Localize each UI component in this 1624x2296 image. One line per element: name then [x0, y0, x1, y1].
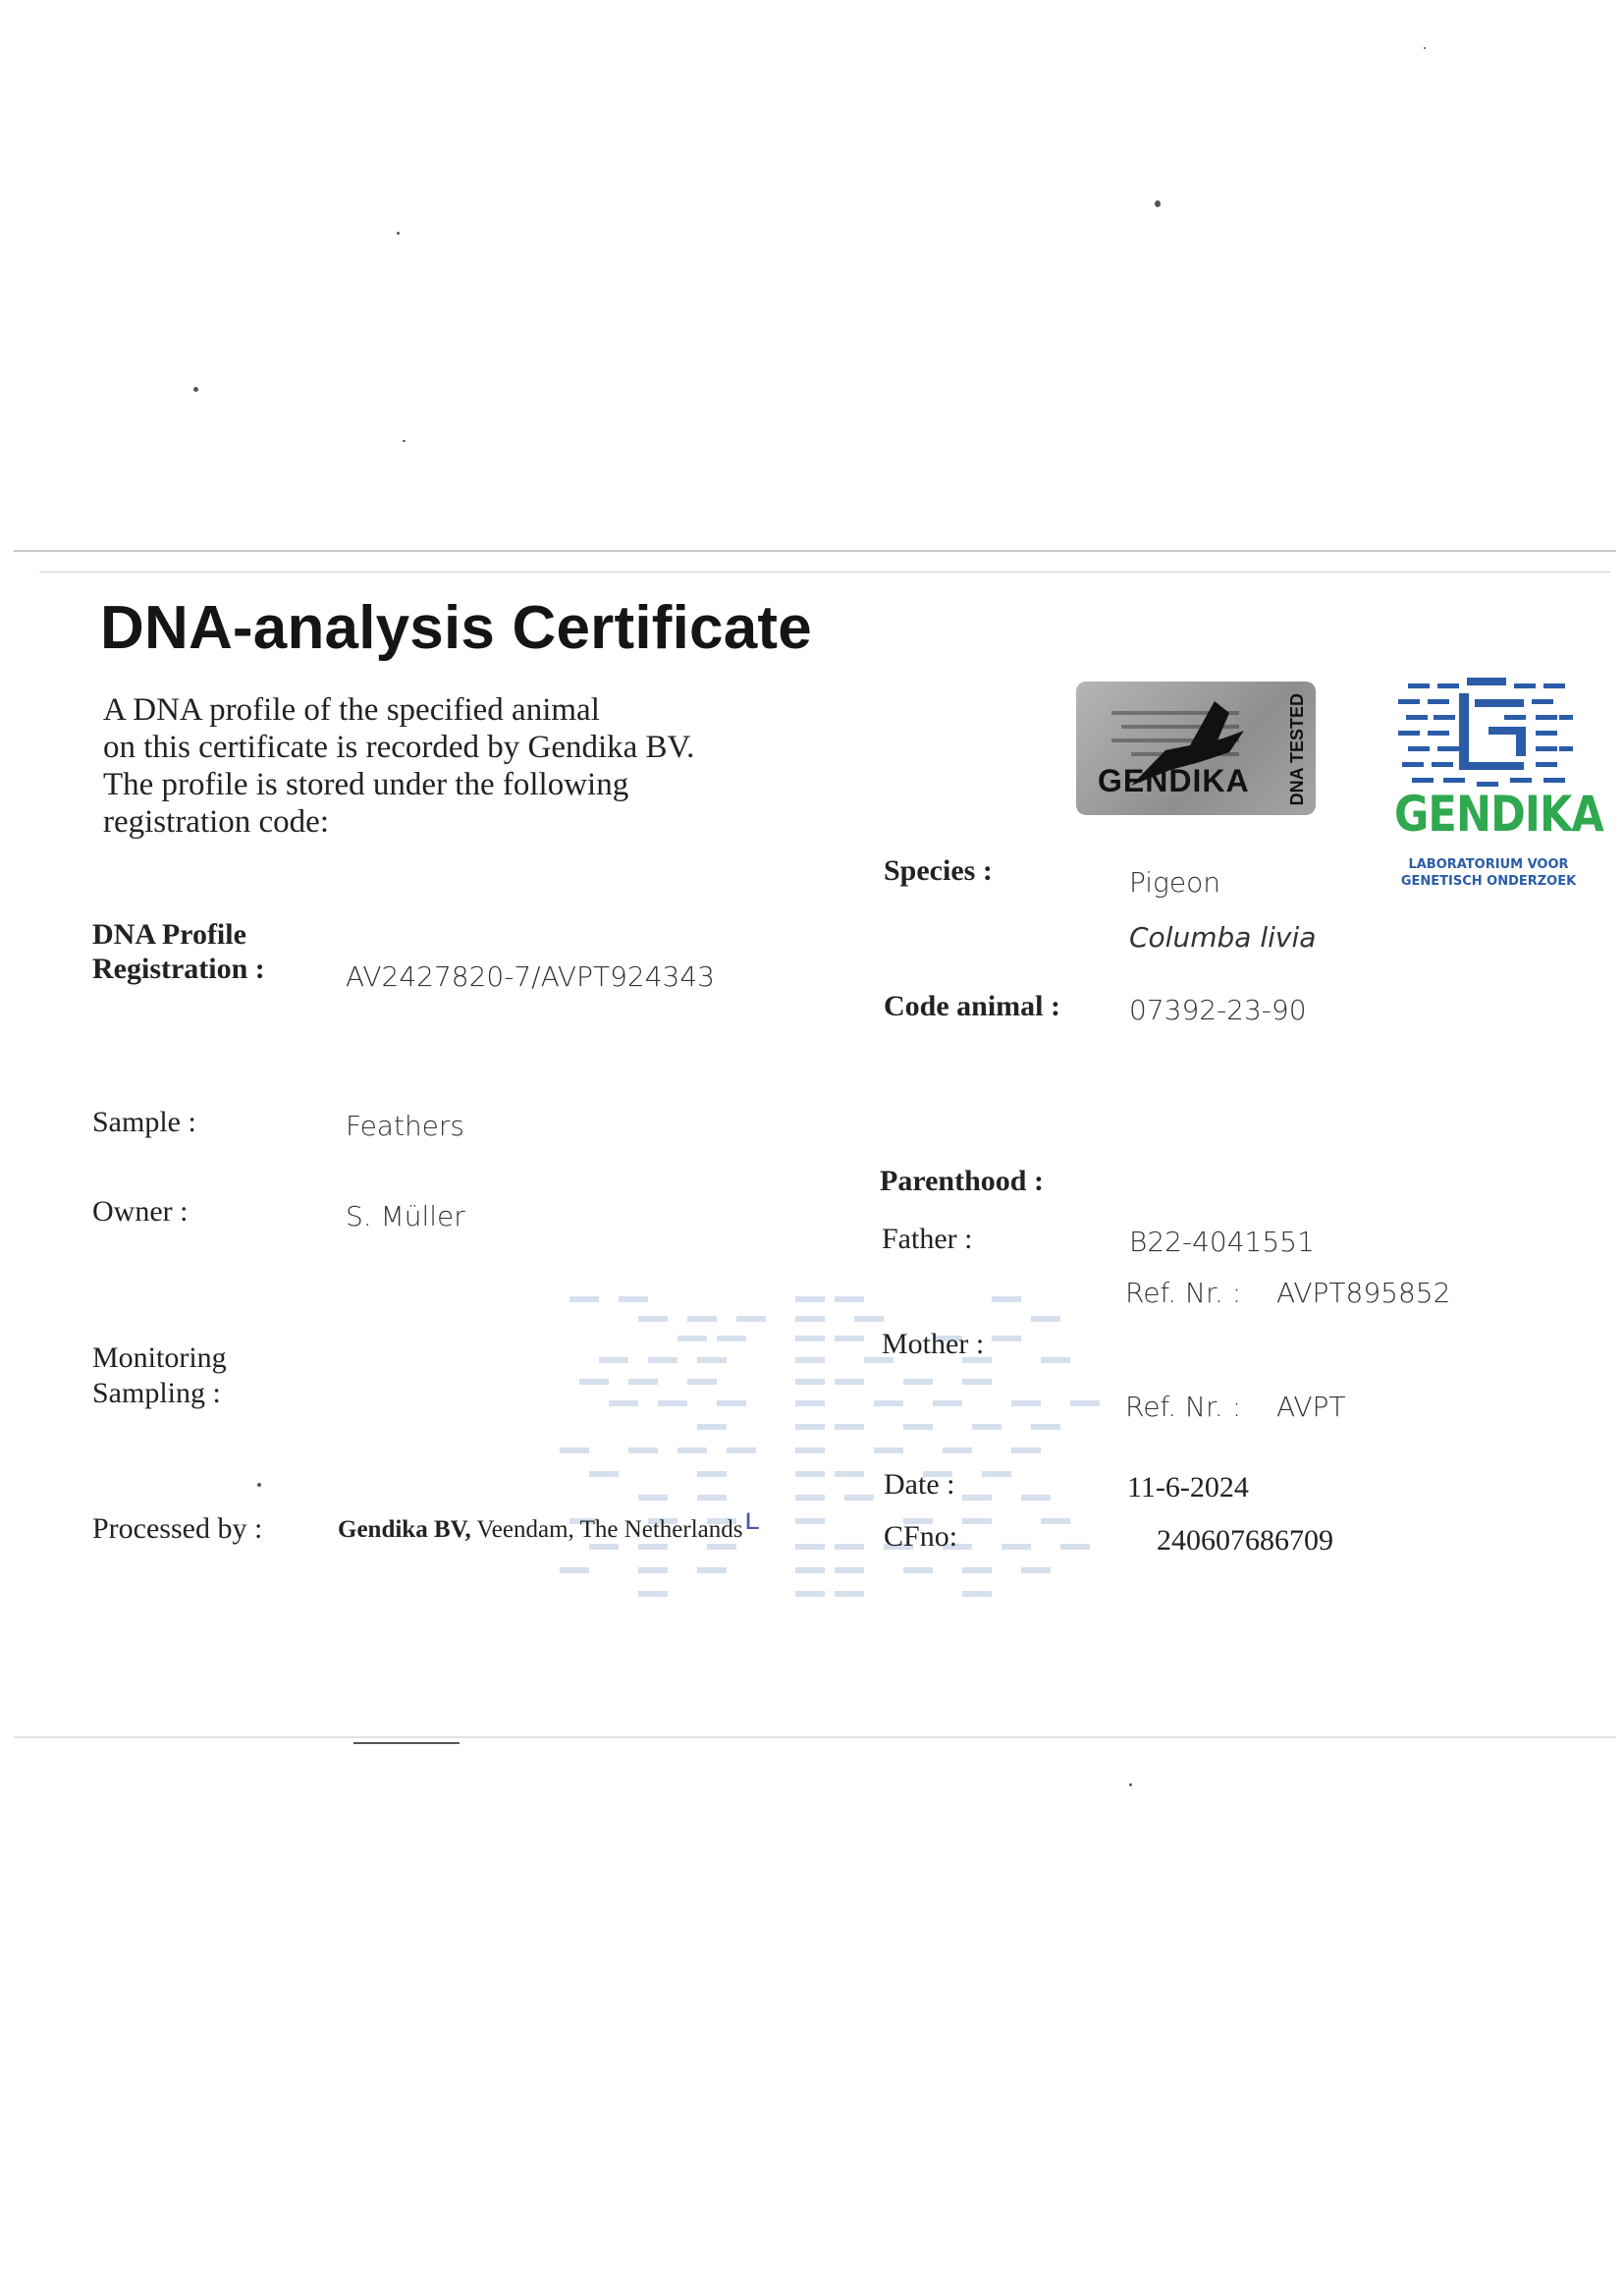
- handwritten-mark: ʟ: [744, 1503, 760, 1537]
- scan-speck: [193, 387, 198, 392]
- registration-code: AV2427820-7/AVPT924343: [346, 960, 715, 993]
- father-label: Father :: [882, 1223, 973, 1255]
- sample-value: Feathers: [346, 1110, 465, 1142]
- father-ref-value: AVPT895852: [1276, 1277, 1451, 1309]
- processed-by-label: Processed by :: [92, 1512, 263, 1545]
- date-value: 11-6-2024: [1127, 1471, 1249, 1503]
- dna-watermark: [550, 1286, 1119, 1640]
- brand-name: GENDIKA: [1394, 786, 1603, 843]
- mother-ref-value: AVPT: [1276, 1391, 1346, 1423]
- father-value: B22-4041551: [1129, 1226, 1315, 1258]
- dna-tested-badge: [1076, 682, 1316, 815]
- badge-name: GENDIKA: [1098, 763, 1250, 798]
- code-animal-label: Code animal :: [884, 990, 1060, 1022]
- processed-by-value: [338, 1516, 743, 1544]
- cfno-label: CFno:: [884, 1520, 958, 1553]
- mother-label: Mother :: [882, 1328, 985, 1360]
- processed-location: Veendam, The Netherlands: [470, 1516, 743, 1543]
- intro-line: A DNA profile of the specified animal: [103, 692, 600, 728]
- scan-speck: [403, 440, 406, 442]
- date-label: Date :: [884, 1468, 955, 1501]
- monitoring-label: Monitoring: [92, 1341, 227, 1374]
- brand-subtitle-line: GENETISCH ONDERZOEK: [1400, 874, 1577, 889]
- sampling-label: Sampling :: [92, 1377, 221, 1409]
- registration-label: Registration :: [92, 953, 265, 985]
- species-latin: Columba livia: [1129, 921, 1317, 954]
- cfno-value: 240607686709: [1157, 1524, 1333, 1557]
- bottom-rule: [353, 1742, 460, 1744]
- brand-subtitle-line: LABORATORIUM VOOR: [1408, 857, 1569, 872]
- certificate-title: DNA-analysis Certificate: [100, 594, 812, 662]
- badge-tested-label: DNA TESTED: [1287, 693, 1307, 806]
- scan-speck: [1155, 200, 1161, 207]
- scan-speck: [1424, 47, 1426, 49]
- scan-speck: [1129, 1783, 1132, 1786]
- sample-label: Sample :: [92, 1106, 196, 1138]
- intro-text: [103, 691, 731, 841]
- owner-value: S. Müller: [346, 1200, 465, 1232]
- mother-ref-label: Ref. Nr. :: [1125, 1391, 1242, 1423]
- intro-line: registration code:: [103, 804, 330, 840]
- species-value: Pigeon: [1129, 866, 1220, 899]
- scan-speck: [397, 232, 400, 235]
- intro-line: The profile is stored under the following: [103, 767, 629, 802]
- dna-profile-label: DNA Profile: [92, 918, 246, 951]
- species-label: Species :: [884, 854, 993, 887]
- processed-company: Gendika BV,: [338, 1516, 471, 1543]
- brand-subtitle: [1398, 856, 1579, 890]
- father-ref-label: Ref. Nr. :: [1125, 1277, 1242, 1309]
- intro-line: on this certificate is recorded by Gendika BV.: [103, 730, 695, 765]
- code-animal-value: 07392-23-90: [1129, 994, 1307, 1026]
- owner-label: Owner :: [92, 1195, 189, 1228]
- parenthood-label: Parenthood :: [880, 1165, 1044, 1197]
